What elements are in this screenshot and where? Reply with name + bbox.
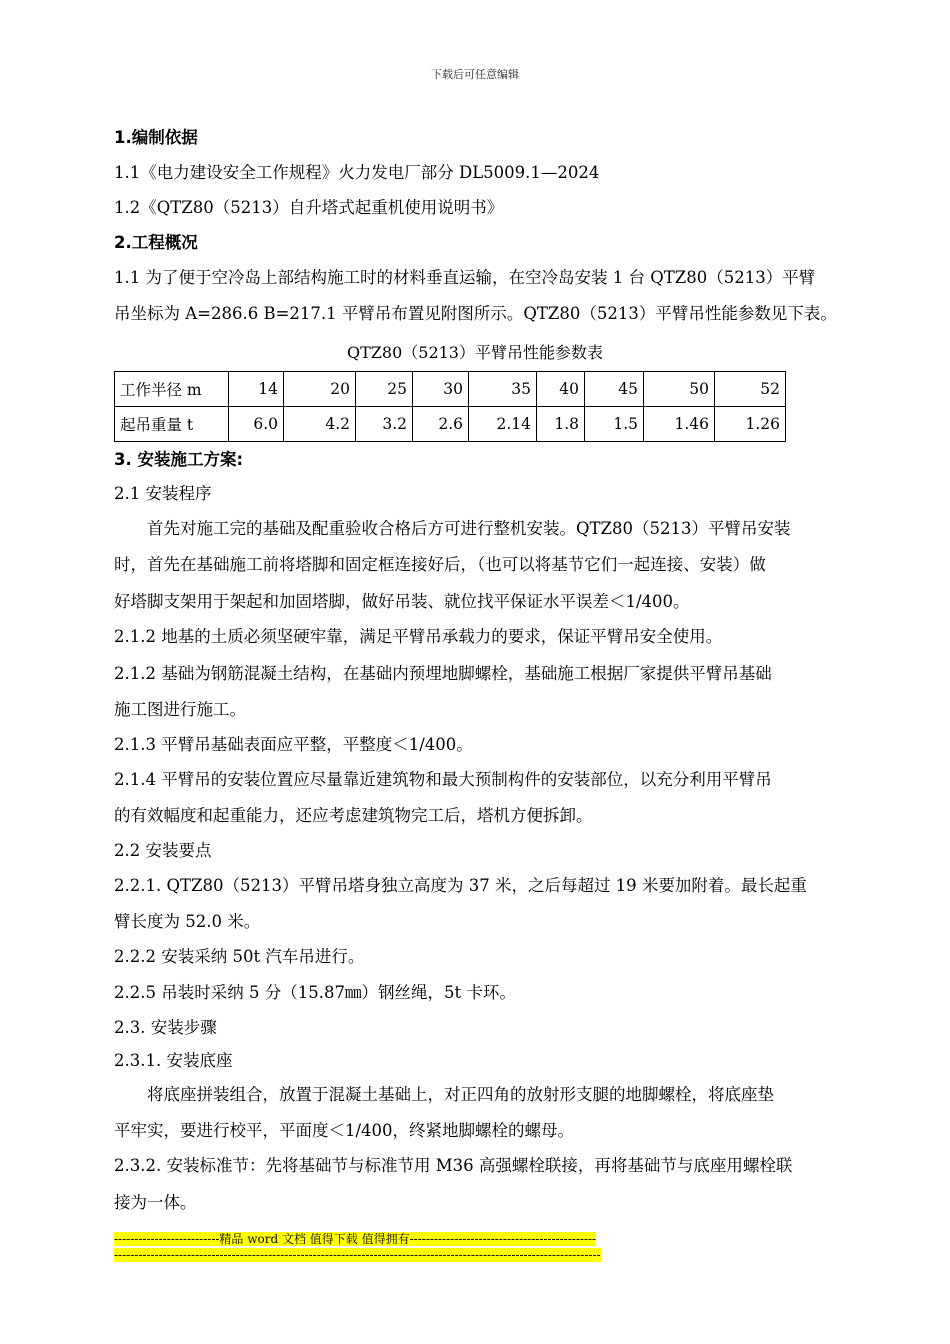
reference-item: 1.2《QTZ80（5213）自升塔式起重机使用说明书》 [114, 198, 504, 217]
table-row-label: 工作半径 m [115, 372, 229, 407]
table-cell: 3.2 [356, 407, 413, 442]
table-cell: 30 [413, 372, 469, 407]
paragraph-line: 平牢实，要进行校平，平面度＜1/400，终紧地脚螺栓的螺母。 [114, 1121, 575, 1140]
paragraph-line: 2.2.2 安装采纳 50t 汽车吊进行。 [114, 947, 365, 966]
table-cell: 2.6 [413, 407, 469, 442]
footer-banner [114, 1232, 596, 1246]
subsection-title: 2.2 安装要点 [114, 841, 212, 860]
subsection-title: 2.3.1. 安装底座 [114, 1051, 233, 1070]
table-cell: 1.26 [715, 407, 786, 442]
section-1-title: 1.编制依据 [114, 128, 198, 147]
table-cell: 1.5 [585, 407, 644, 442]
paragraph-line: 2.1.4 平臂吊的安装位置应尽量靠近建筑物和最大预制构件的安装部位，以充分利用平臂吊 [114, 770, 772, 789]
table-cell: 6.0 [229, 407, 284, 442]
section-2-title: 2.工程概况 [114, 233, 198, 252]
paragraph-line: 2.2.1. QTZ80（5213）平臂吊塔身独立高度为 37 米，之后每超过 19 米要加附着。最长起重 [114, 876, 807, 895]
footer-line: --------------------------精品 word 文档 值得下载 值得拥有---------------------------------------------- [114, 1232, 597, 1246]
paragraph-line: 臂长度为 52.0 米。 [114, 912, 261, 931]
page-header: 下载后可任意编辑 [431, 68, 519, 81]
table-caption: QTZ80（5213）平臂吊性能参数表 [347, 343, 603, 362]
paragraph-line: 接为一体。 [114, 1193, 197, 1212]
paragraph-line: 时，首先在基础施工前将塔脚和固定框连接好后，（也可以将基节它们一起连接、安装）做 [114, 555, 766, 574]
subsection-title: 2.3. 安装步骤 [114, 1018, 217, 1037]
table-cell: 4.2 [284, 407, 356, 442]
overview-paragraph-line: 吊坐标为 A=286.6 B=217.1 平臂吊布置见附图所示。QTZ80（5213）平臂吊性能参数见下表。 [114, 304, 837, 323]
subsection-title: 2.1 安装程序 [114, 484, 212, 503]
paragraph-line: 2.3.2. 安装标准节：先将基础节与标准节用 M36 高强螺栓联接，再将基础节与底座用螺栓联 [114, 1156, 793, 1175]
table-row [115, 407, 786, 442]
paragraph-line: 施工图进行施工。 [114, 700, 246, 719]
table-cell: 25 [356, 372, 413, 407]
paragraph-line: 2.1.2 基础为钢筋混凝土结构，在基础内预埋地脚螺栓，基础施工根据厂家提供平臂吊基础 [114, 664, 772, 683]
table-cell: 1.46 [644, 407, 715, 442]
section-3-title: 3. 安装施工方案: [114, 450, 244, 469]
table-cell: 2.14 [469, 407, 537, 442]
table-cell: 35 [469, 372, 537, 407]
performance-table [114, 371, 786, 442]
paragraph-line: 好塔脚支架用于架起和加固塔脚，做好吊装、就位找平保证水平误差＜1/400。 [114, 592, 690, 611]
footer-divider [114, 1248, 601, 1262]
reference-item: 1.1《电力建设安全工作规程》火力发电厂部分 DL5009.1—2024 [114, 163, 600, 182]
table-cell: 40 [537, 372, 585, 407]
overview-paragraph-line: 1.1 为了便于空冷岛上部结构施工时的材料垂直运输，在空冷岛安装 1 台 QTZ80（5213）平臂 [114, 268, 816, 287]
footer-line: ------------------------------------------------------------------------------------------------------------------------ [114, 1248, 601, 1262]
paragraph-line: 的有效幅度和起重能力，还应考虑建筑物完工后，塔机方便拆卸。 [114, 806, 593, 825]
paragraph-line: 2.1.2 地基的土质必须坚硬牢靠，满足平臂吊承载力的要求，保证平臂吊安全使用。 [114, 627, 723, 646]
table-cell: 45 [585, 372, 644, 407]
table-cell: 52 [715, 372, 786, 407]
table-cell: 14 [229, 372, 284, 407]
table-cell: 50 [644, 372, 715, 407]
paragraph-line: 将底座拼装组合，放置于混凝土基础上，对正四角的放射形支腿的地脚螺栓，将底座垫 [147, 1085, 774, 1104]
table-cell: 20 [284, 372, 356, 407]
paragraph-line: 2.2.5 吊装时采纳 5 分（15.87㎜）钢丝绳，5t 卡环。 [114, 983, 516, 1002]
table-row-label: 起吊重量 t [115, 407, 229, 442]
paragraph-line: 2.1.3 平臂吊基础表面应平整，平整度＜1/400。 [114, 735, 473, 754]
paragraph-line: 首先对施工完的基础及配重验收合格后方可进行整机安装。QTZ80（5213）平臂吊安装 [147, 519, 791, 538]
table-cell: 1.8 [537, 407, 585, 442]
table-row [115, 372, 786, 407]
